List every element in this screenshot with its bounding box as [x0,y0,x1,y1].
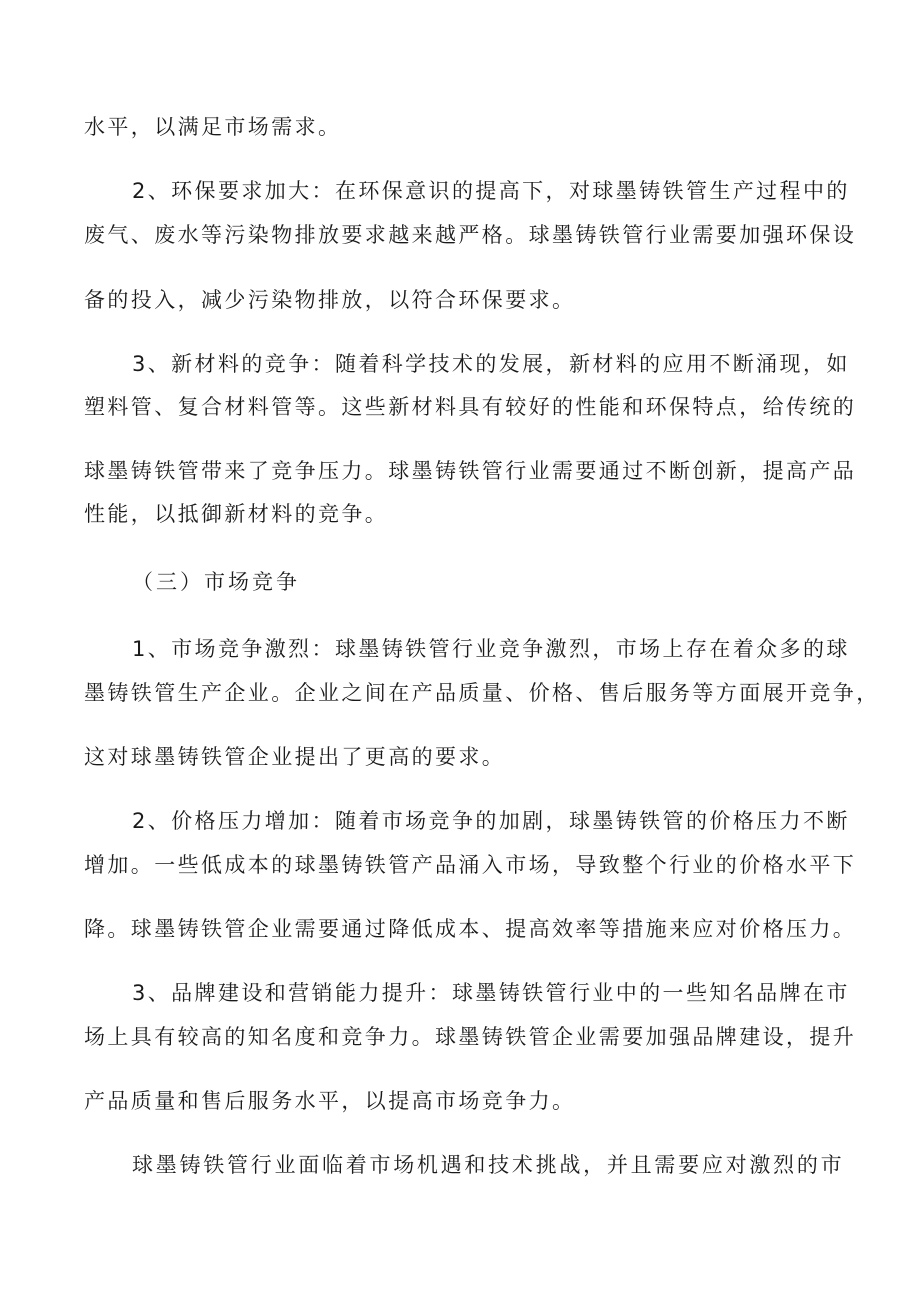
text-line: 产品质量和售后服务水平，以提高市场竞争力。 [84,1089,576,1113]
text-line: 增加。一些低成本的球墨铸铁管产品涌入市场，导致整个行业的价格水平下 [84,853,857,877]
text-line: 球墨铸铁管行业面临着市场机遇和技术挑战，并且需要应对激烈的市 [132,1153,844,1177]
text-line: 1、市场竞争激烈：球墨铸铁管行业竞争激烈，市场上存在着众多的球 [132,637,850,661]
text-line: 塑料管、复合材料管等。这些新材料具有较好的性能和环保特点，给传统的 [84,395,857,419]
text-line: 场上具有较高的知名度和竞争力。球墨铸铁管企业需要加强品牌建设，提升 [84,1025,857,1049]
text-line: 废气、废水等污染物排放要求越来越严格。球墨铸铁管行业需要加强环保设 [84,223,857,247]
text-line: 2、价格压力增加：随着市场竞争的加剧，球墨铸铁管的价格压力不断 [132,809,850,833]
section-heading: （三）市场竞争 [132,570,300,594]
text-line: 3、品牌建设和营销能力提升：球墨铸铁管行业中的一些知名品牌在市 [132,981,850,1005]
text-line: 墨铸铁管生产企业。企业之间在产品质量、价格、售后服务等方面展开竞争， [84,681,880,705]
text-line: 降。球墨铸铁管企业需要通过降低成本、提高效率等措施来应对价格压力。 [84,917,857,941]
text-line: 球墨铸铁管带来了竞争压力。球墨铸铁管行业需要通过不断创新，提高产品 [84,459,857,483]
text-line: 3、新材料的竞争：随着科学技术的发展，新材料的应用不断涌现，如 [132,352,850,376]
text-line: 性能，以抵御新材料的竞争。 [84,502,389,526]
text-line: 2、环保要求加大：在环保意识的提高下，对球墨铸铁管生产过程中的 [132,179,850,203]
text-line: 这对球墨铸铁管企业提出了更高的要求。 [84,745,506,769]
text-line: 水平，以满足市场需求。 [84,115,342,139]
text-line: 备的投入，减少污染物排放，以符合环保要求。 [84,288,576,312]
